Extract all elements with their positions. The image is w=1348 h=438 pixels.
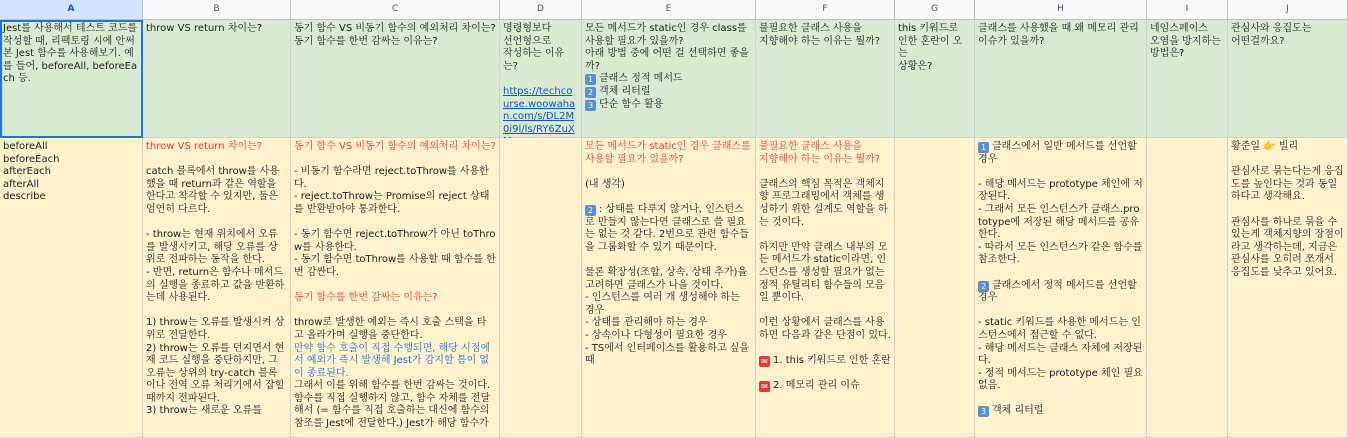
cell-b1[interactable]: throw VS return 차이는? — [143, 20, 291, 138]
cell-h1[interactable]: 클래스를 사용했을 때 왜 메모리 관리 이슈가 있을까? — [975, 20, 1147, 138]
question-row — [0, 20, 1348, 138]
cell-d1-text: 명령형보다 선언형으로 작성하는 이유는? — [503, 23, 565, 72]
cell-f1[interactable]: 불필요한 클래스 사용을 지향해야 하는 이유는 뭘까? — [756, 20, 895, 138]
cell-f2[interactable] — [756, 138, 895, 438]
e1-option-2 — [585, 86, 752, 99]
cell-d1[interactable] — [500, 20, 582, 138]
b2-body: catch 블록에서 throw를 사용했을 때 return과 같은 역할을 한다고 착각할 수 있지만, 둘은 엄연히 다르다. - throw는 현재 위치에서 오류를 발생시키고, 해당 오류를 상위로 전파하는 동작을 한다. - 반면, return은 함수나 메서드의 실행을 종료하고 값을 반환하는데 사용된다. 1) throw는 오류를 발생시켜 상위로 전달한다. 2) throw는 오류를 던지면서 현재 코드 실행을 중단하지만, 그 오류는 상위의 try-catch 블록이나 전역 오류 처리기에서 잡힐 때까지 전파된다. 3) throw는 새로운 오류를 — [146, 166, 285, 417]
column-header-a[interactable]: A — [0, 0, 143, 19]
column-header-j[interactable]: J — [1228, 0, 1348, 19]
c2-title-2: 동기 함수를 한번 감싸는 이유는? — [294, 292, 438, 304]
red-envelope-icon: ✉ — [759, 381, 770, 392]
c2-highlight: 만약 함수 호출이 직접 수행되면, 해당 시점에서 예외가 즉시 발생해 Jest가 감지할 틈이 없이 종료된다. — [294, 342, 491, 379]
e1-option-label: 클래스 정적 메서드 — [599, 73, 683, 85]
cell-a1[interactable]: Jest를 사용해서 테스트 코드를 작성할 때, 리팩토링 시에 안써본 Jest 함수를 사용해보기. 예를 들어, beforeAll, beforeEach 등. — [0, 20, 143, 138]
e1-option-1 — [585, 73, 752, 86]
column-header-c[interactable]: C — [291, 0, 500, 19]
column-header-f[interactable]: F — [756, 0, 895, 19]
cell-c1[interactable]: 동기 함수 VS 비동기 함수의 예외처리 차이는? 동기 함수를 한번 감싸는 이유는? — [291, 20, 500, 138]
e1-option-label: 객체 리터럴 — [599, 85, 651, 97]
e2-body-2: 물론 확장성(조합, 상속, 상태 추가)을 고려하면 클래스가 나을 것이다. - 인스턴스를 여러 개 생성해야 하는 경우 - 상태를 관리해야 하는 경우 - 상속이나 다형성이 필요한 경우 - TS에서 인터페이스를 활용하고 싶을 때 — [585, 266, 750, 367]
cell-b2[interactable] — [143, 138, 291, 438]
h2-item-2: 클래스에서 정적 메서드를 선언할 경우 — [978, 279, 1140, 304]
j2-body: 관심사로 묶는다는게 응집도를 높인다는 것과 동일하다고 생각해요. 관심사를 하나로 묶을 수 있는게 객체지향의 장점이라고 생각하는데, 지금은 관심사를 오히려 쪼개서 응집도를 낮추고 있어요. — [1231, 166, 1344, 278]
column-header-i[interactable]: I — [1147, 0, 1228, 19]
keycap-1-icon: 1 — [585, 74, 596, 85]
column-header-g[interactable]: G — [895, 0, 975, 19]
cell-i1[interactable]: 네임스페이스 오염을 방지하는 방법은? — [1147, 20, 1228, 138]
b2-title: throw VS return 차이는? — [146, 141, 263, 152]
column-header-bar — [0, 0, 1348, 20]
keycap-3-icon: 3 — [978, 406, 989, 417]
techcourse-link[interactable]: https://techcourse.woowahan.com/s/DL2M0i9l/ls/RY6ZuX — [503, 85, 576, 135]
keycap-2-icon: 2 — [585, 205, 596, 216]
cell-g2[interactable] — [895, 138, 975, 438]
answer-row — [0, 138, 1348, 430]
cell-e1-text: 모든 메서드가 static인 경우 class를 사용할 필요가 있을까? 아래 방법 중에 어떤 걸 선택하면 좋을까? — [585, 23, 749, 72]
keycap-1-icon: 1 — [978, 142, 989, 153]
cell-a2[interactable]: beforeAll beforeEach afterEach afterAll describe — [0, 138, 143, 438]
e2-body-1: (내 생각) — [585, 178, 625, 190]
keycap-3-icon: 3 — [585, 100, 596, 111]
f2-item-2 — [759, 380, 891, 393]
f2-item-label: 2. 메모리 관리 이슈 — [773, 380, 860, 392]
cell-j1[interactable]: 관심사와 응집도는 어떤걸까요? — [1228, 20, 1348, 138]
red-envelope-icon: ✉ — [759, 356, 770, 367]
cell-i2[interactable] — [1147, 138, 1228, 438]
j2-head: 황준일 👉 빌리 — [1231, 141, 1299, 152]
h2-body-1: - 해당 메서드는 prototype 체인에 저장된다. - 그래서 모든 인스턴스가 클래스.prototype에 저장된 해당 메서드를 공유한다. - 따라서 모든 인스턴스가 같은 함수를 참조한다. — [978, 178, 1143, 266]
column-header-e[interactable]: E — [582, 0, 756, 19]
cell-e2[interactable] — [582, 138, 756, 438]
c2-body-3: 그래서 이를 위해 함수를 한번 감싸는 것이다. 함수를 직접 실행하지 않고, 함수 자체를 전달해서 (= 함수를 직접 호출하는 대신에 함수의 참조를 Jest에 전달한다.) Jest가 해당 함수가 — [294, 380, 494, 430]
f2-item-label: 1. this 키워드로 인한 혼란 — [773, 355, 891, 367]
h2-item-1: 클래스에서 일반 메서드를 선언할 경우 — [978, 141, 1140, 165]
cell-c2[interactable] — [291, 138, 500, 438]
e2-title: 모든 메서드가 static인 경우 클래스를 사용할 필요가 있을까? — [585, 141, 754, 165]
cell-g1[interactable]: this 키워드로 인한 혼란이 오는 상황은? — [895, 20, 975, 138]
cell-j2[interactable] — [1228, 138, 1348, 438]
h2-item-3: 객체 리터럴 — [992, 405, 1044, 417]
e2-answer: : 상태를 다루지 않거나, 인스턴스로 만들지 않는다면 클래스로 쓸 필요는 없는 것 같다. 2번으로 관련 함수들을 그룹화할 수 있기 때문이다. — [585, 203, 749, 253]
f2-item-1 — [759, 355, 891, 368]
e1-option-3 — [585, 99, 752, 112]
column-header-h[interactable]: H — [975, 0, 1147, 19]
c2-body-2: throw로 발생한 예외는 즉시 호출 스택을 타고 올라가며 실행을 중단한다. — [294, 317, 487, 341]
f2-body: 클래스의 핵심 목적은 객체지향 프로그래밍에서 객체를 생성하기 위한 설계도 역할을 하는 것이다. 하지만 만약 클래스 내부의 모든 메서드가 static이라면, 인스턴스를 생성할 필요가 없는 정적 유틸리티 함수들의 모음일 뿐이다. 이런 상황에서 클래스를 사용하면 다음과 같은 단점이 있다. — [759, 178, 891, 341]
f2-title: 불필요한 클래스 사용을 지향해야 하는 이유는 뭘까? — [759, 141, 881, 165]
column-header-d[interactable]: D — [500, 0, 582, 19]
keycap-2-icon: 2 — [978, 281, 989, 292]
keycap-2-icon: 2 — [585, 87, 596, 98]
c2-title: 동기 함수 VS 비동기 함수의 예외처리 차이는? — [294, 141, 496, 152]
cell-d2[interactable] — [500, 138, 582, 438]
h2-body-2: - static 키워드를 사용한 메서드는 인스턴스에서 접근할 수 없다. - 해당 메서드는 클래스 자체에 저장된다. - 정적 메서드는 prototype 체인 필요없음. — [978, 317, 1143, 392]
cell-e1[interactable] — [582, 20, 756, 138]
c2-body-1: - 비동기 함수라면 reject.toThrow를 사용한다. - reject.toThrow는 Promise의 reject 상태를 반환받아야 통과한다. - 동기 함수면 reject.toThrow가 아닌 toThrow를 사용한다. - 동기 함수면 toThrow를 사용할 때 함수를 한번 감싼다. — [294, 166, 496, 278]
column-header-b[interactable]: B — [143, 0, 291, 19]
cell-h2[interactable] — [975, 138, 1147, 438]
e1-option-label: 단순 함수 활용 — [599, 98, 664, 110]
